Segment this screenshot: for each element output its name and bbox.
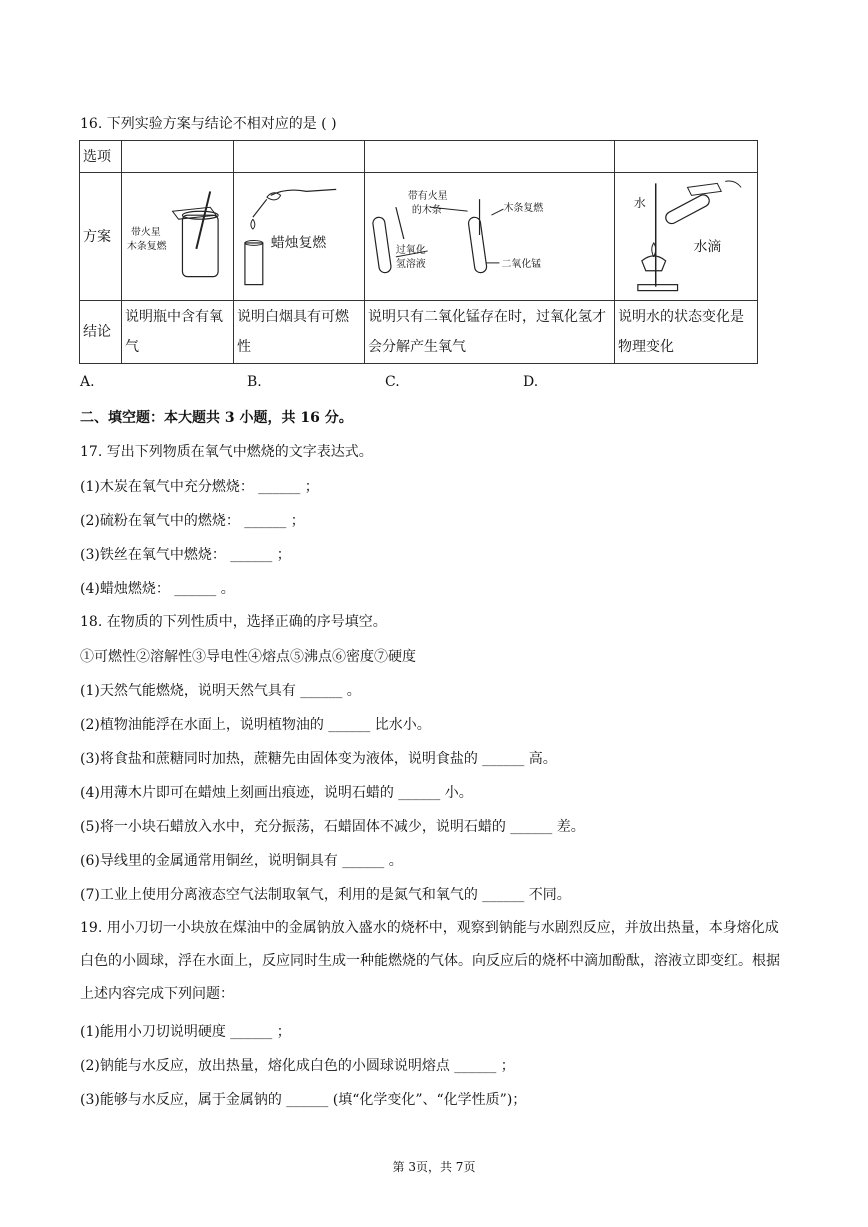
q19-item-1: (1)能用小刀切说明硬度 ______ ；: [80, 1024, 291, 1040]
scheme-c: [365, 173, 615, 301]
q17-item-2: (2)硫粉在氧气中的燃烧： ______ ；: [80, 513, 305, 529]
scheme-label: 方案: [80, 173, 122, 301]
pic-c-label-5: 氢溶液: [395, 258, 426, 270]
option-label: 选项: [80, 141, 122, 173]
section-heading: 二、填空题：本大题共 3 小题，共 16 分。: [80, 410, 353, 426]
conclusion-d: 说明水的状态变化是物理变化: [615, 301, 758, 364]
option-cell-d: [615, 141, 758, 173]
q18-options: ①可燃性②溶解性③导电性④熔点⑤沸点⑥密度⑦硬度: [80, 649, 416, 665]
q19-item-2: (2)钠能与水反应，放出热量，熔化成白色的小圆球说明熔点 ______ ；: [80, 1058, 515, 1074]
choice-d[interactable]: D.: [523, 374, 539, 390]
scheme-d: [615, 173, 758, 301]
q18-stem: 18. 在物质的下列性质中，选择正确的序号填空。: [80, 614, 387, 630]
conclusion-c: 说明只有二氧化锰存在时，过氧化氢才会分解产生氧气: [365, 301, 615, 364]
option-cell-a: [122, 141, 234, 173]
q17-item-1: (1)木炭在氧气中充分燃烧： ______ ；: [80, 479, 319, 495]
q16-table: [79, 140, 758, 364]
q17-item-3: (3)铁丝在氧气中燃烧： ______ ；: [80, 547, 291, 563]
bottle-splint-illustration: [125, 177, 230, 297]
q19-stem: 19. 用小刀切一小块放在煤油中的金属钠放入盛水的烧杯中，观察到钠能与水剧烈反应，并放出热量，本身熔化成白色的小圆球，浮在水面上，反应同时生成一种能燃烧的气体。向反应后的烧杯中滴加酚酞，溶液立即变红。根据上述内容完成下列问题：: [80, 920, 780, 1002]
scheme-b: [234, 173, 365, 301]
pic-d-label-2: 水滴: [693, 238, 722, 255]
choice-c[interactable]: C.: [385, 374, 400, 390]
pic-c-label-6: 二氧化锰: [501, 258, 542, 270]
q18-item-7: (7)工业上使用分离液态空气法制取氧气，利用的是氮气和氧气的 ______ 不同。: [80, 887, 571, 903]
page-footer: 第 3页，共 7页: [392, 1160, 476, 1174]
q18-item-4: (4)用薄木片即可在蜡烛上刻画出痕迹，说明石蜡的 ______ 小。: [80, 785, 473, 801]
q18-item-5: (5)将一小块石蜡放入水中，充分振荡，石蜡固体不减少，说明石蜡的 ______ 差。: [80, 819, 585, 835]
pic-c-label-4: 过氧化: [395, 244, 426, 256]
q18-item-2: (2)植物油能浮在水面上，说明植物油的 ______ 比水小。: [80, 717, 431, 733]
scheme-a: [122, 173, 234, 301]
q18-item-6: (6)导线里的金属通常用铜丝，说明铜具有 ______ 。: [80, 853, 403, 869]
pic-a-label-1: 带火星: [130, 226, 161, 238]
pic-d-label-1: 水: [633, 195, 646, 210]
q16-stem: 16. 下列实验方案与结论不相对应的是 ( ): [80, 116, 337, 132]
pic-b-label-1: 蜡烛复燃: [270, 234, 327, 251]
conclusion-b: 说明白烟具有可燃性: [234, 301, 365, 364]
q17-stem: 17. 写出下列物质在氧气中燃烧的文字表达式。: [80, 444, 373, 460]
candle-relight-illustration: [237, 177, 361, 297]
choice-a[interactable]: A.: [80, 374, 95, 390]
conclusion-label: 结论: [80, 301, 122, 364]
option-cell-c: [365, 141, 615, 173]
q18-item-3: (3)将食盐和蔗糖同时加热，蔗糖先由固体变为液体，说明食盐的 ______ 高。: [80, 751, 557, 767]
peroxide-manganese-illustration: [368, 177, 611, 297]
q19-item-3: (3)能够与水反应，属于金属钠的 ______ (填“化学变化”、“化学性质”)；: [80, 1092, 527, 1108]
choice-b[interactable]: B.: [247, 374, 262, 390]
pic-c-label-3: 木条复燃: [503, 202, 544, 214]
pic-a-label-2: 木条复燃: [126, 240, 167, 252]
option-cell-b: [234, 141, 365, 173]
pic-c-label-1: 带有火星: [407, 190, 448, 202]
conclusion-a: 说明瓶中含有氧气: [122, 301, 234, 364]
q18-item-1: (1)天然气能燃烧，说明天然气具有 ______ 。: [80, 683, 361, 699]
q17-item-4: (4)蜡烛燃烧： ______ 。: [80, 581, 235, 597]
pic-c-label-2: 的木条: [411, 204, 442, 216]
water-heating-illustration: [618, 177, 754, 297]
